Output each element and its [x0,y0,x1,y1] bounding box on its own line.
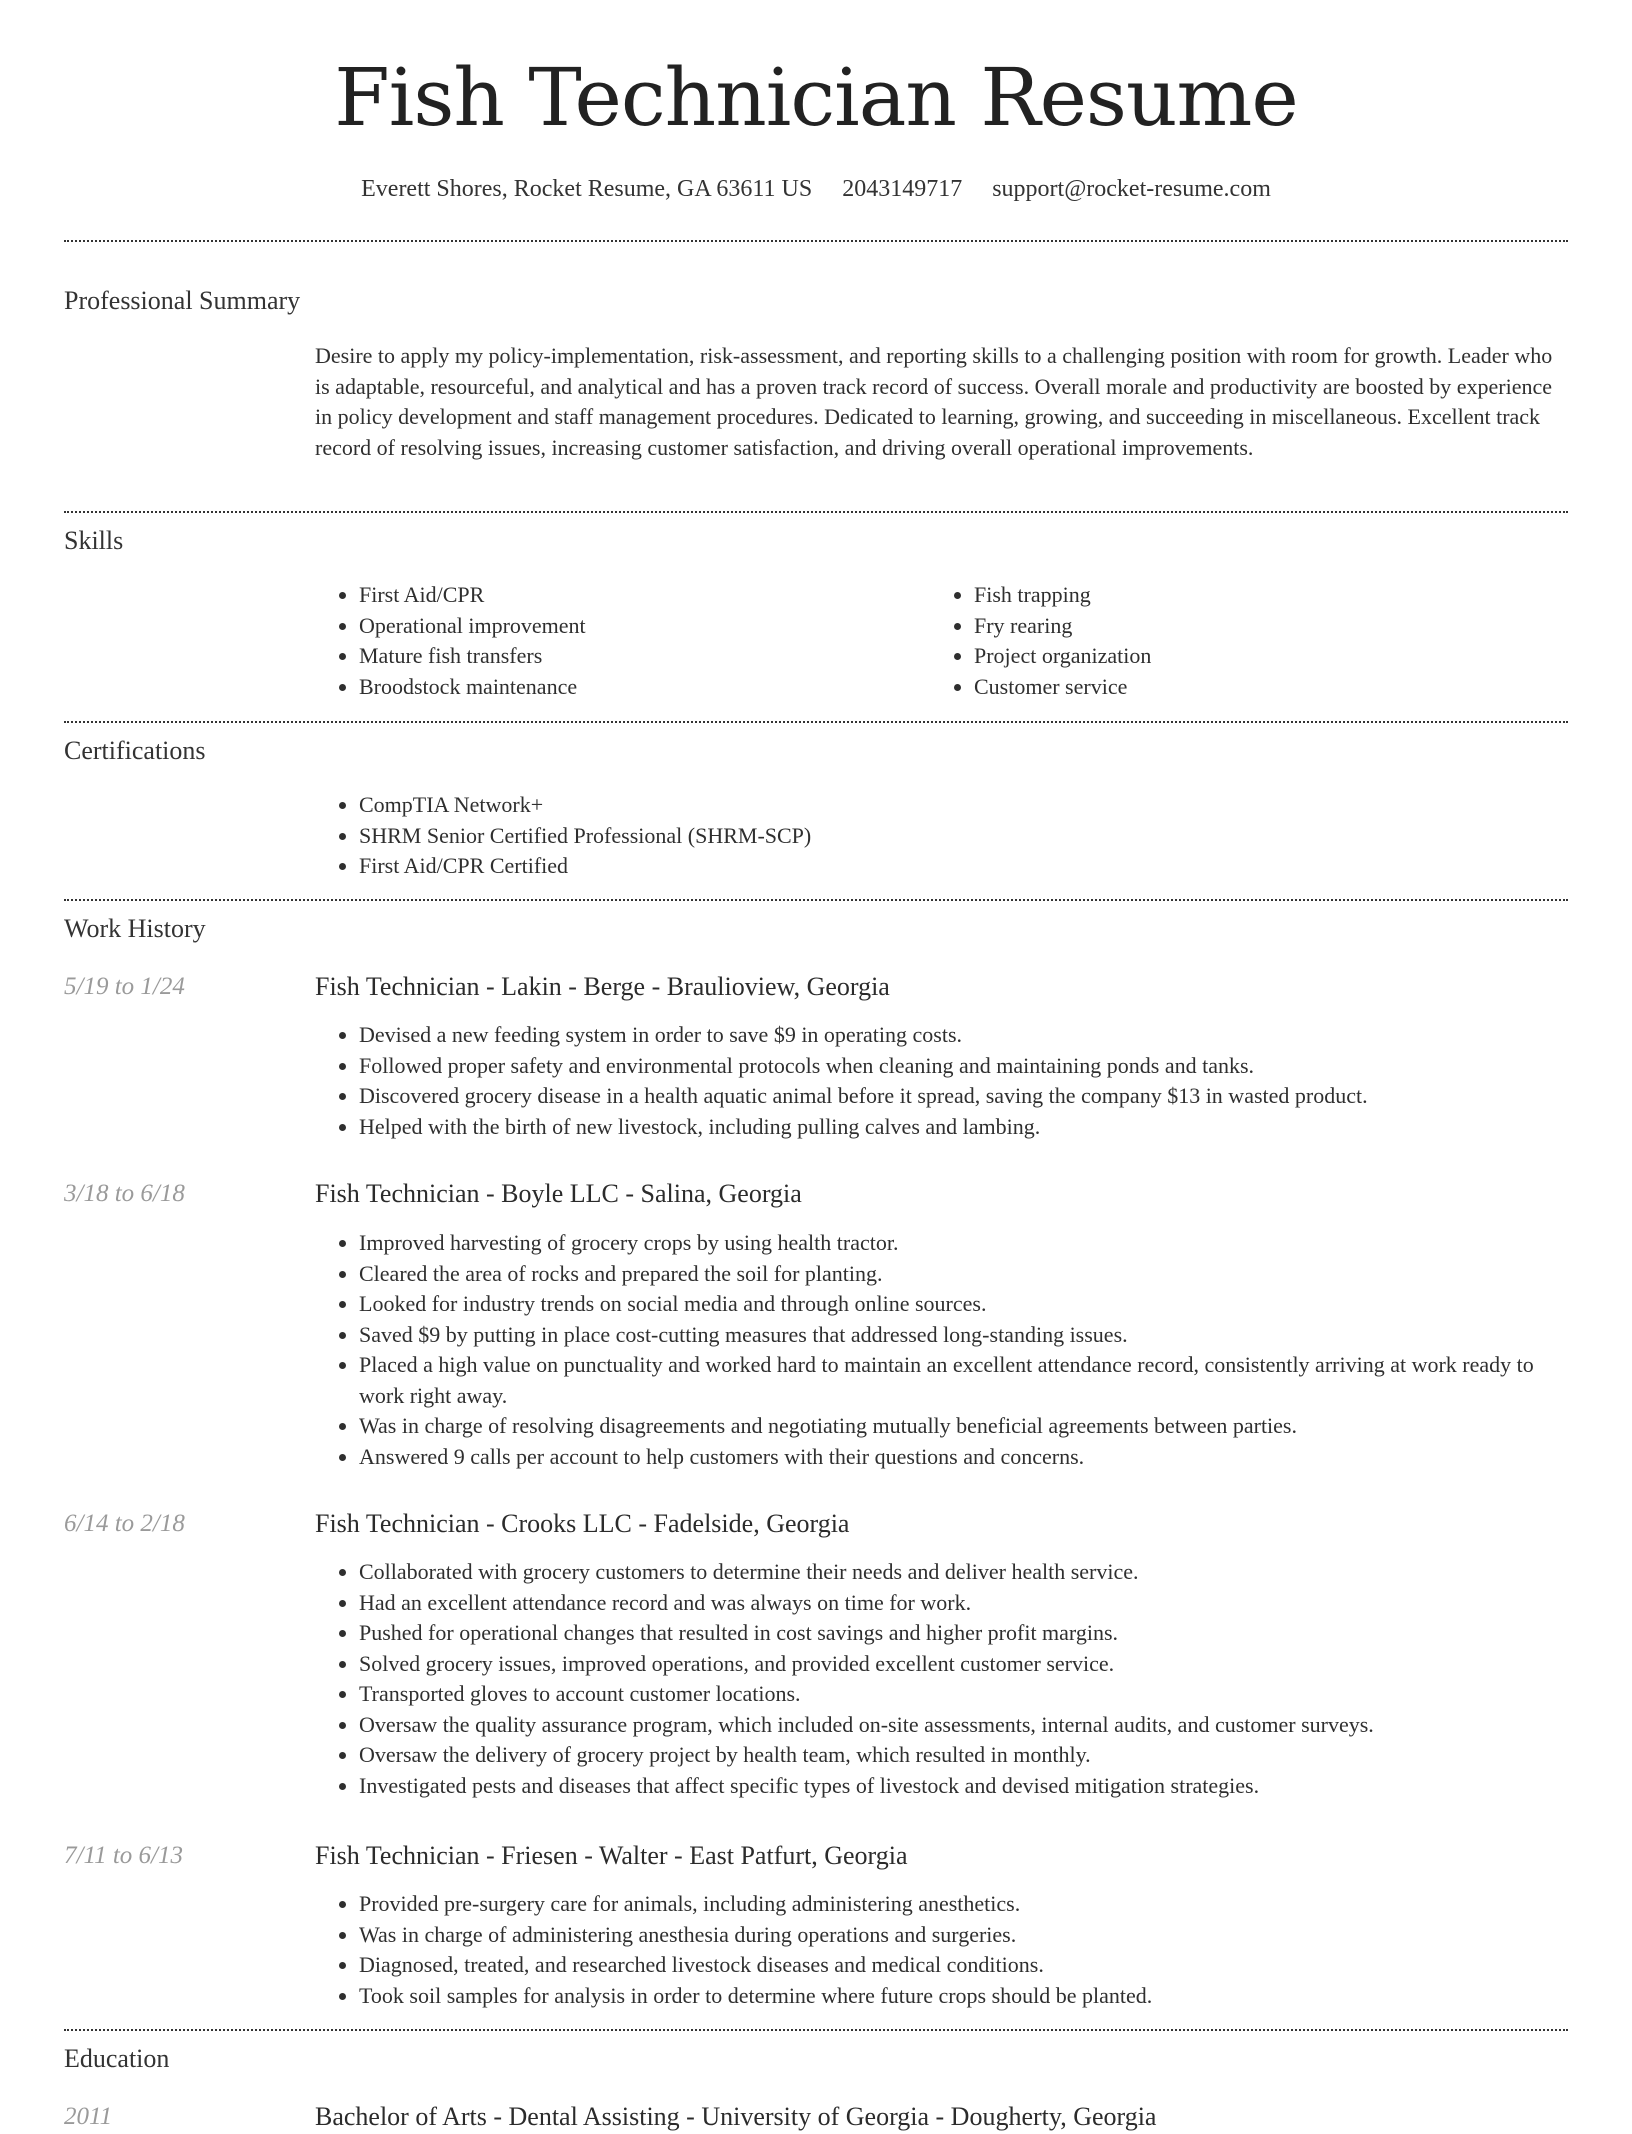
contact-email: support@rocket-resume.com [992,176,1271,202]
job-bullet: • Oversaw the quality assurance program, which included on-site assessments, internal audits, and customer surveys. [359,1710,1568,1741]
job-bullet: • Diagnosed, treated, and researched livestock diseases and medical conditions. [359,1950,1568,1981]
job-bullet: • Investigated pests and diseases that affect specific types of livestock and devised mitigation strategies. [359,1771,1568,1802]
skill-item: • First Aid/CPR [359,580,915,611]
contact-phone: 2043149717 [842,176,963,202]
contact-address: Everett Shores, Rocket Resume, GA 63611 US [361,176,813,202]
job-bullet: • Devised a new feeding system in order to save $9 in operating costs. [359,1020,1568,1051]
job-title: Fish Technician - Lakin - Berge - Braulioview, Georgia [315,972,890,1001]
skill-item: • Fish trapping [974,580,1530,611]
certification-item: • CompTIA Network+ [359,790,1568,821]
job-dates: 3/18 to 6/18 [64,1180,185,1207]
certifications-block [315,790,1568,882]
job-bullet: • Took soil samples for analysis in order to determine where future crops should be planted. [359,1981,1568,2012]
skill-item: • Mature fish transfers [359,641,915,672]
job-dates: 6/14 to 2/18 [64,1510,185,1537]
skill-item: • Operational improvement [359,611,915,642]
job-bullet: • Had an excellent attendance record and was always on time for work. [359,1588,1568,1619]
divider [64,899,1568,901]
skill-item: • Customer service [974,672,1530,703]
job-title: Fish Technician - Crooks LLC - Fadelside, Georgia [315,1509,850,1538]
job-bullets [315,1889,1568,2011]
job-bullet: • Answered 9 calls per account to help customers with their questions and concerns. [359,1442,1568,1473]
education-title: Bachelor of Arts - Dental Assisting - University of Georgia - Dougherty, Georgia [315,2102,1157,2131]
page-title: Fish Technician Resume [334,51,1298,144]
section-title-certifications: Certifications [64,736,206,765]
summary-text-block [315,341,1568,463]
divider [64,240,1568,242]
job-bullet: • Saved $9 by putting in place cost-cutting measures that addressed long-standing issues. [359,1320,1568,1351]
job-bullets [315,1228,1568,1472]
job-bullet: • Oversaw the delivery of grocery project by health team, which resulted in monthly. [359,1740,1568,1771]
job-title: Fish Technician - Friesen - Walter - East Patfurt, Georgia [315,1841,908,1870]
section-title-summary: Professional Summary [64,286,301,315]
job-bullets [315,1557,1568,1801]
job-bullet: • Transported gloves to account customer locations. [359,1679,1568,1710]
job-bullet: • Cleared the area of rocks and prepared the soil for planting. [359,1259,1568,1290]
job-bullet: • Was in charge of administering anesthesia during operations and surgeries. [359,1920,1568,1951]
job-bullet: • Solved grocery issues, improved operations, and provided excellent customer service. [359,1649,1568,1680]
skills-block [315,580,1568,705]
job-bullet: • Looked for industry trends on social media and through online sources. [359,1289,1568,1320]
job-dates: 7/11 to 6/13 [64,1842,183,1869]
divider [64,2029,1568,2031]
section-title-education: Education [64,2044,170,2073]
certification-item: • First Aid/CPR Certified [359,851,1568,882]
skill-item: • Broodstock maintenance [359,672,915,703]
job-bullet: • Improved harvesting of grocery crops by using health tractor. [359,1228,1568,1259]
job-bullet: • Was in charge of resolving disagreements and negotiating mutually beneficial agreements between parties. [359,1411,1568,1442]
section-title-work-history: Work History [64,914,206,943]
job-title: Fish Technician - Boyle LLC - Salina, Georgia [315,1179,802,1208]
job-bullet: • Collaborated with grocery customers to determine their needs and deliver health service. [359,1557,1568,1588]
contact-line [0,171,1632,207]
section-title-skills: Skills [64,526,124,555]
job-bullet: • Provided pre-surgery care for animals, including administering anesthetics. [359,1889,1568,1920]
job-bullet: • Helped with the birth of new livestock, including pulling calves and lambing. [359,1112,1568,1143]
job-dates: 5/19 to 1/24 [64,973,185,1000]
certification-item: • SHRM Senior Certified Professional (SHRM-SCP) [359,821,1568,852]
job-bullet: • Discovered grocery disease in a health aquatic animal before it spread, saving the company $13 in wasted product. [359,1081,1568,1112]
skill-item: • Fry rearing [974,611,1530,642]
job-bullet: • Followed proper safety and environmental protocols when cleaning and maintaining ponds and tanks. [359,1051,1568,1082]
divider [64,511,1568,513]
skill-item: • Project organization [974,641,1530,672]
skills-column-left [315,580,915,702]
summary-text: Desire to apply my policy-implementation, risk-assessment, and reporting skills to a challenging position with room for growth. Leader who is adaptable, resourceful, and analytical and has a proven track record of success. Overall morale and productivity are boosted by experience in policy development and staff management procedures. Dedicated to learning, growing, and succeeding in miscellaneous. Excellent track record of resolving issues, increasing customer satisfaction, and driving overall operational improvements. [315,343,1553,460]
job-bullet: • Placed a high value on punctuality and worked hard to maintain an excellent attendance record, consistently arriving at work ready to work right away. [359,1350,1568,1411]
job-bullets [315,1020,1568,1142]
education-dates: 2011 [64,2103,113,2130]
skills-column-right [930,580,1530,702]
divider [64,721,1568,723]
job-bullet: • Pushed for operational changes that resulted in cost savings and higher profit margins. [359,1618,1568,1649]
